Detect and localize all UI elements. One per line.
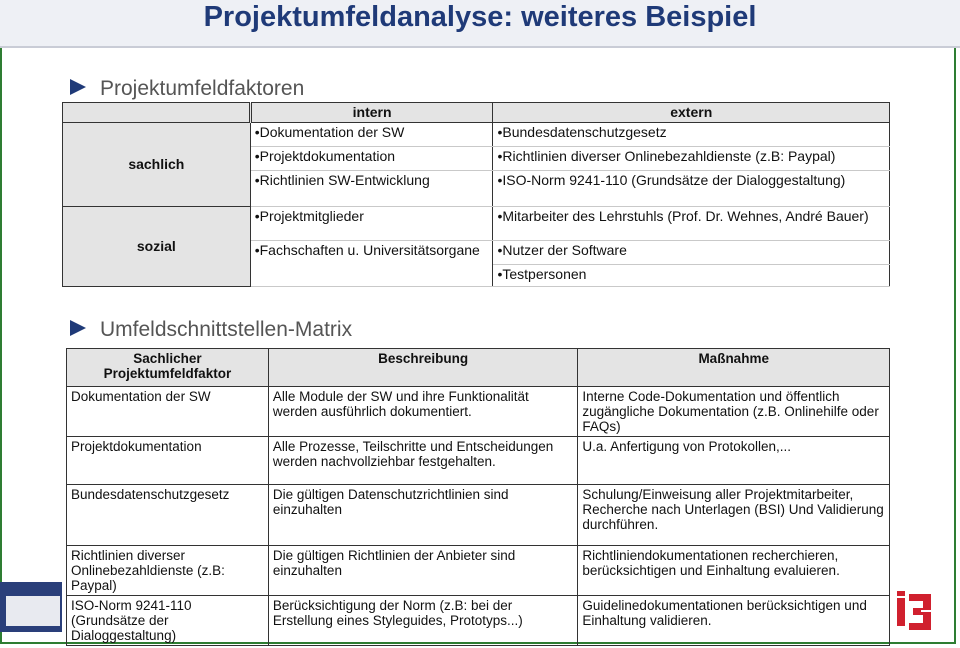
table-row bbox=[67, 596, 890, 646]
table-corner-cell bbox=[63, 103, 251, 123]
table-cell: Bundesdatenschutzgesetz bbox=[67, 485, 269, 546]
projektumfeldfaktoren-table bbox=[62, 102, 890, 287]
table-row bbox=[67, 437, 890, 485]
section-heading-projektumfeldfaktoren bbox=[70, 76, 304, 102]
table-cell: Interne Code-Dokumentation und öffentlich zugängliche Dokumentation (z.B. Onlinehilfe oder FAQs) bbox=[578, 387, 890, 437]
table-cell: •Dokumentation der SW bbox=[250, 123, 493, 147]
umfeldschnittstellen-matrix-table bbox=[66, 348, 890, 646]
table-cell: Projektdokumentation bbox=[67, 437, 269, 485]
table-cell: •Richtlinien diverser Onlinebezahldienste (z.B: Paypal) bbox=[493, 147, 890, 171]
table-cell: •Richtlinien SW-Entwicklung bbox=[250, 171, 493, 207]
table-cell: Richtliniendokumentationen recherchieren, berücksichtigen und Einhaltung evaluieren. bbox=[578, 546, 890, 596]
table-cell: •Bundesdatenschutzgesetz bbox=[493, 123, 890, 147]
column-header: intern bbox=[250, 103, 493, 123]
table-cell: Alle Prozesse, Teilschritte und Entscheidungen werden nachvollziehbar festgehalten. bbox=[268, 437, 578, 485]
table-row bbox=[67, 485, 890, 546]
row-group-label: sachlich bbox=[63, 123, 251, 207]
section-heading-text: Projektumfeldfaktoren bbox=[100, 77, 305, 100]
column-header: Maßnahme bbox=[578, 349, 890, 387]
table-cell: •ISO-Norm 9241-110 (Grundsätze der Dialoggestaltung) bbox=[493, 171, 890, 207]
table-cell: Die gültigen Datenschutzrichtlinien sind einzuhalten bbox=[268, 485, 578, 546]
table-cell: Berücksichtigung der Norm (z.B: bei der Erstellung eines Styleguides, Prototyps...) bbox=[268, 596, 578, 646]
table-cell: •Testpersonen bbox=[493, 265, 890, 287]
table-row bbox=[63, 123, 890, 147]
table-cell: U.a. Anfertigung von Protokollen,... bbox=[578, 437, 890, 485]
table-cell: Guidelinedokumentationen berücksichtigen und Einhaltung validieren. bbox=[578, 596, 890, 646]
table-cell: •Nutzer der Software bbox=[493, 241, 890, 265]
table-cell: Schulung/Einweisung aller Projektmitarbeiter, Recherche nach Unterlagen (BSI) Und Validierung durchführen. bbox=[578, 485, 890, 546]
table-row bbox=[63, 207, 890, 241]
table-cell: Richtlinien diverser Onlinebezahldienste (z.B: Paypal) bbox=[67, 546, 269, 596]
slide-title: Projektumfeldanalyse: weiteres Beispiel bbox=[203, 1, 757, 33]
table-row bbox=[67, 387, 890, 437]
table-header-row bbox=[63, 103, 890, 123]
row-group-label: sozial bbox=[63, 207, 251, 287]
table-cell: Alle Module der SW und ihre Funktionalität werden ausführlich dokumentiert. bbox=[268, 387, 578, 437]
table-row bbox=[67, 546, 890, 596]
table-header-row bbox=[67, 349, 890, 387]
table-cell: •Mitarbeiter des Lehrstuhls (Prof. Dr. Wehnes, André Bauer) bbox=[493, 207, 890, 241]
column-header: Beschreibung bbox=[268, 349, 578, 387]
university-logo bbox=[0, 582, 62, 632]
section-heading-umfeldschnittstellen bbox=[70, 317, 352, 343]
table-cell: •Fachschaften u. Universitätsorgane bbox=[250, 241, 493, 287]
column-header: Sachlicher Projektumfeldfaktor bbox=[67, 349, 269, 387]
i3-logo-icon bbox=[894, 590, 934, 632]
bullet-arrow-icon bbox=[70, 320, 86, 336]
logo-panel bbox=[6, 596, 60, 626]
bullet-arrow-icon bbox=[70, 79, 86, 95]
table-cell: •Projektdokumentation bbox=[250, 147, 493, 171]
table-cell: •Projektmitglieder bbox=[250, 207, 493, 241]
section-heading-text: Umfeldschnittstellen-Matrix bbox=[100, 318, 353, 341]
column-header: extern bbox=[493, 103, 890, 123]
table-cell: ISO-Norm 9241-110 (Grundsätze der Dialoggestaltung) bbox=[67, 596, 269, 646]
table-cell: Dokumentation der SW bbox=[67, 387, 269, 437]
table-cell: Die gültigen Richtlinien der Anbieter sind einzuhalten bbox=[268, 546, 578, 596]
